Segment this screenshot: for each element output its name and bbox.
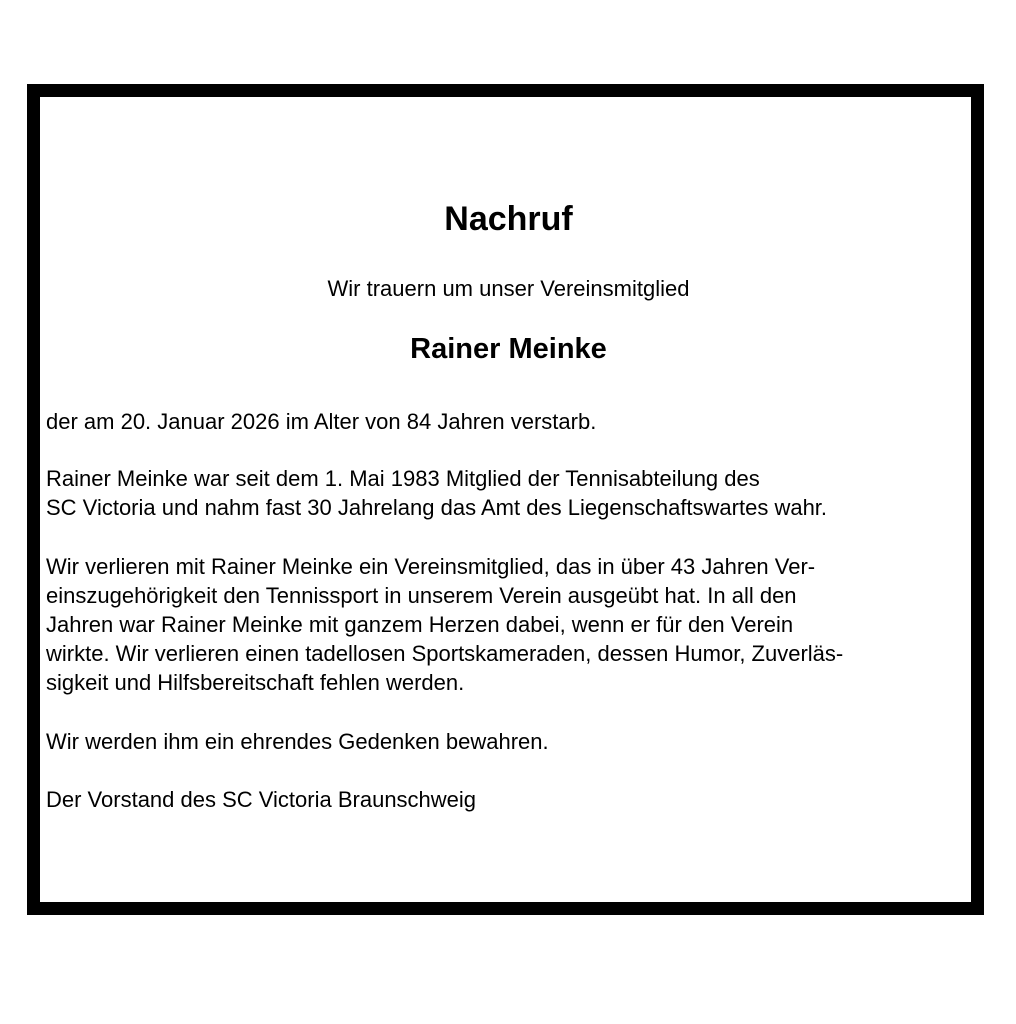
death-notice-paragraph bbox=[46, 407, 976, 436]
remembrance-paragraph bbox=[46, 727, 976, 756]
deceased-name: Rainer Meinke bbox=[410, 333, 607, 365]
tribute-paragraph bbox=[46, 552, 976, 697]
text-line: sigkeit und Hilfsbereitschaft fehlen werden. bbox=[46, 670, 465, 695]
text-line: SC Victoria und nahm fast 30 Jahrelang das Amt des Liegenschaftswartes wahr. bbox=[46, 495, 828, 520]
signature bbox=[46, 785, 976, 814]
text-line: Jahren war Rainer Meinke mit ganzem Herzen dabei, wenn er für den Verein bbox=[46, 612, 794, 637]
text-line: der am 20. Januar 2026 im Alter von 84 Jahren verstarb. bbox=[46, 409, 597, 434]
text-line: Wir verlieren mit Rainer Meinke ein Vereinsmitglied, das in über 43 Jahren Ver- bbox=[46, 554, 816, 579]
membership-paragraph bbox=[46, 464, 976, 522]
obituary-title: Nachruf bbox=[444, 200, 573, 238]
text-line: Rainer Meinke war seit dem 1. Mai 1983 Mitglied der Tennisabteilung des bbox=[46, 466, 760, 491]
text-line: Wir werden ihm ein ehrendes Gedenken bewahren. bbox=[46, 729, 549, 754]
obituary-subtitle: Wir trauern um unser Vereinsmitglied bbox=[327, 276, 690, 301]
text-line: einszugehörigkeit den Tennissport in unserem Verein ausgeübt hat. In all den bbox=[46, 583, 797, 608]
obituary-frame bbox=[27, 84, 984, 915]
text-line: Der Vorstand des SC Victoria Braunschweig bbox=[46, 787, 477, 812]
text-line: wirkte. Wir verlieren einen tadellosen Sportskameraden, dessen Humor, Zuverläs- bbox=[46, 641, 844, 666]
